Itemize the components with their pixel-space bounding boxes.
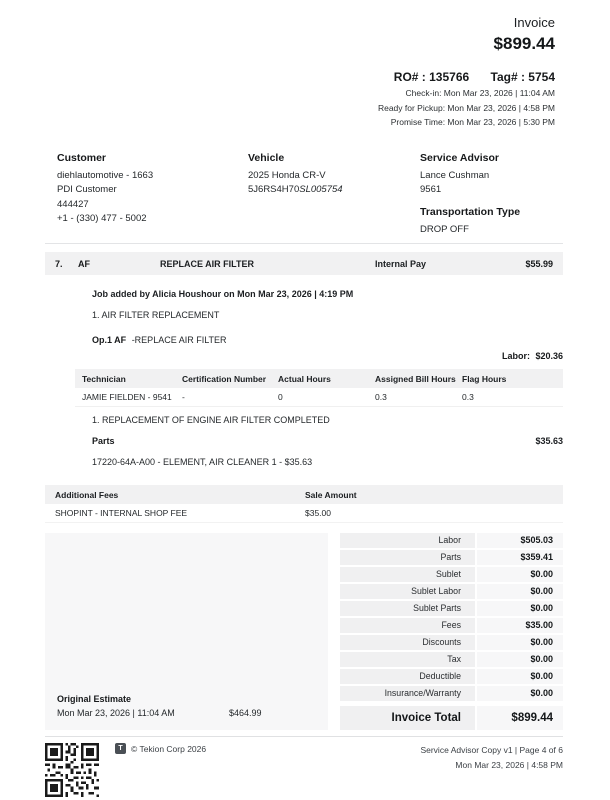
col-actual-hours: Actual Hours bbox=[278, 373, 331, 384]
promise-time: Promise Time: Mon Mar 23, 2026 | 5:30 PM bbox=[390, 117, 555, 127]
original-estimate-date: Mon Mar 23, 2026 | 11:04 AM bbox=[57, 708, 175, 718]
summary-label: Sublet bbox=[340, 567, 475, 582]
additional-fees-header bbox=[45, 485, 563, 504]
summary-row-discounts bbox=[340, 635, 563, 650]
tag-number: Tag# : 5754 bbox=[490, 70, 555, 84]
job-added-by: Job added by Alicia Houshour on Mon Mar 23, 2026 | 4:19 PM bbox=[92, 289, 354, 299]
summary-value: $0.00 bbox=[477, 652, 563, 667]
summary-value: $0.00 bbox=[477, 686, 563, 701]
job-pay-type: Internal Pay bbox=[375, 258, 427, 269]
invoice-title: Invoice bbox=[513, 15, 555, 30]
service-advisor-heading: Service Advisor bbox=[420, 151, 499, 164]
summary-row-sublet bbox=[340, 567, 563, 582]
invoice-summary bbox=[340, 533, 563, 730]
summary-label: Fees bbox=[340, 618, 475, 633]
footer-copy-info-block bbox=[420, 743, 563, 772]
service-advisor-name: Lance Cushman bbox=[420, 169, 490, 181]
col-certification-number: Certification Number bbox=[182, 373, 267, 384]
customer-type: PDI Customer bbox=[57, 184, 117, 195]
printed-timestamp: Mon Mar 23, 2026 | 4:58 PM bbox=[455, 759, 563, 770]
qr-code bbox=[45, 743, 99, 797]
job-parts-detail bbox=[92, 414, 563, 427]
summary-label: Insurance/Warranty bbox=[340, 686, 475, 701]
summary-row-deductible bbox=[340, 669, 563, 684]
part-item-block bbox=[92, 456, 563, 469]
job-title: REPLACE AIR FILTER bbox=[160, 258, 254, 269]
transportation-value: DROP OFF bbox=[420, 223, 469, 235]
vehicle-heading: Vehicle bbox=[248, 151, 285, 164]
assigned-bill-hours: 0.3 bbox=[375, 392, 387, 402]
summary-value: $0.00 bbox=[477, 669, 563, 684]
summary-value: $0.00 bbox=[477, 567, 563, 582]
totals-section bbox=[45, 533, 563, 730]
labor-line bbox=[45, 350, 563, 363]
technician-name: JAMIE FIELDEN - 9541 bbox=[82, 392, 172, 402]
fee-row bbox=[45, 504, 563, 523]
summary-row-parts bbox=[340, 550, 563, 565]
summary-label: Sublet Labor bbox=[340, 584, 475, 599]
summary-label: Labor bbox=[340, 533, 475, 548]
customer-id: 444427 bbox=[57, 198, 89, 210]
technician-table bbox=[75, 369, 563, 407]
customer-name: diehlautomotive - 1663 bbox=[57, 169, 154, 181]
col-sale-amount: Sale Amount bbox=[305, 489, 357, 500]
col-technician: Technician bbox=[82, 373, 126, 384]
invoice-total-row bbox=[340, 706, 563, 730]
job-line-item bbox=[45, 252, 563, 275]
invoice-total-label: Invoice Total bbox=[340, 706, 475, 730]
summary-row-fees bbox=[340, 618, 563, 633]
op-line bbox=[92, 334, 563, 347]
job-concern: 1. AIR FILTER REPLACEMENT bbox=[92, 310, 220, 320]
checkin-time: Check-in: Mon Mar 23, 2026 | 11:04 AM bbox=[405, 88, 555, 98]
summary-row-sublet-labor bbox=[340, 584, 563, 599]
ro-number: RO# : 135766 bbox=[393, 70, 470, 84]
part-item: 17220-64A-A00 - ELEMENT, AIR CLEANER 1 - $35.63 bbox=[92, 457, 313, 467]
ro-tag-line bbox=[45, 69, 555, 86]
summary-label: Sublet Parts bbox=[340, 601, 475, 616]
summary-value: $505.03 bbox=[477, 533, 563, 548]
job-amount: $55.99 bbox=[525, 258, 553, 269]
summary-row-labor bbox=[340, 533, 563, 548]
technician-row bbox=[75, 388, 563, 407]
technician-table-header bbox=[75, 369, 563, 388]
summary-value: $0.00 bbox=[477, 635, 563, 650]
ready-for-pickup-time: Ready for Pickup: Mon Mar 23, 2026 | 4:58 PM bbox=[377, 102, 555, 113]
customer-phone: +1 - (330) 477 - 5002 bbox=[57, 213, 147, 224]
invoice-total-amount: $899.44 bbox=[493, 34, 555, 53]
vehicle-block bbox=[248, 151, 420, 238]
vin-serial: SL005754 bbox=[299, 184, 343, 195]
copyright-text: © Tekion Corp 2026 bbox=[131, 743, 207, 754]
labor-amount: $20.36 bbox=[535, 351, 563, 361]
fee-amount: $35.00 bbox=[305, 508, 331, 518]
info-section bbox=[45, 151, 563, 238]
invoice-total-value: $899.44 bbox=[477, 706, 563, 730]
summary-value: $0.00 bbox=[477, 601, 563, 616]
job-op-code: AF bbox=[78, 258, 90, 269]
labor-label: Labor: bbox=[501, 351, 530, 361]
col-assigned-bill-hours: Assigned Bill Hours bbox=[375, 373, 456, 384]
certification-number: - bbox=[182, 392, 185, 402]
copy-version-page: Service Advisor Copy v1 | Page 4 of 6 bbox=[420, 745, 563, 755]
additional-fees-table bbox=[45, 485, 563, 523]
flag-hours: 0.3 bbox=[462, 392, 474, 402]
summary-value: $0.00 bbox=[477, 584, 563, 599]
transportation-heading: Transportation Type bbox=[420, 205, 521, 218]
summary-label: Parts bbox=[340, 550, 475, 565]
col-flag-hours: Flag Hours bbox=[462, 373, 507, 384]
parts-line bbox=[45, 435, 563, 448]
original-estimate-heading: Original Estimate bbox=[57, 694, 132, 704]
customer-heading: Customer bbox=[57, 151, 107, 164]
page-footer bbox=[45, 736, 563, 797]
parts-label: Parts bbox=[92, 436, 115, 446]
fee-name: SHOPINT - INTERNAL SHOP FEE bbox=[55, 508, 188, 518]
original-estimate-panel bbox=[45, 533, 328, 730]
summary-value: $359.41 bbox=[477, 550, 563, 565]
advisor-block bbox=[420, 151, 563, 238]
summary-label: Discounts bbox=[340, 635, 475, 650]
service-advisor-number: 9561 bbox=[420, 184, 442, 195]
job-completion-note: 1. REPLACEMENT OF ENGINE AIR FILTER COMPLETED bbox=[92, 415, 330, 425]
summary-value: $35.00 bbox=[477, 618, 563, 633]
invoice-header bbox=[45, 0, 563, 130]
summary-label: Deductible bbox=[340, 669, 475, 684]
actual-hours: 0 bbox=[278, 392, 283, 402]
col-additional-fees: Additional Fees bbox=[55, 489, 119, 500]
summary-row-tax bbox=[340, 652, 563, 667]
tekion-logo-icon: T bbox=[115, 743, 126, 754]
original-estimate-line bbox=[57, 706, 316, 720]
summary-row-insurance-warranty bbox=[340, 686, 563, 701]
customer-block bbox=[45, 151, 248, 238]
summary-row-sublet-parts bbox=[340, 601, 563, 616]
job-index: 7. bbox=[55, 258, 63, 269]
summary-label: Tax bbox=[340, 652, 475, 667]
job-detail bbox=[92, 288, 563, 347]
parts-amount: $35.63 bbox=[535, 436, 563, 446]
op-description: -REPLACE AIR FILTER bbox=[131, 335, 227, 345]
copyright-block bbox=[115, 743, 206, 754]
section-divider bbox=[45, 243, 563, 244]
op-code: Op.1 AF bbox=[92, 335, 127, 345]
original-estimate-amount: $464.99 bbox=[229, 708, 262, 718]
vehicle-vin bbox=[248, 183, 420, 198]
vin-prefix: 5J6RS4H70 bbox=[248, 184, 300, 195]
transportation-block bbox=[420, 205, 563, 238]
vehicle-model: 2025 Honda CR-V bbox=[248, 169, 326, 181]
